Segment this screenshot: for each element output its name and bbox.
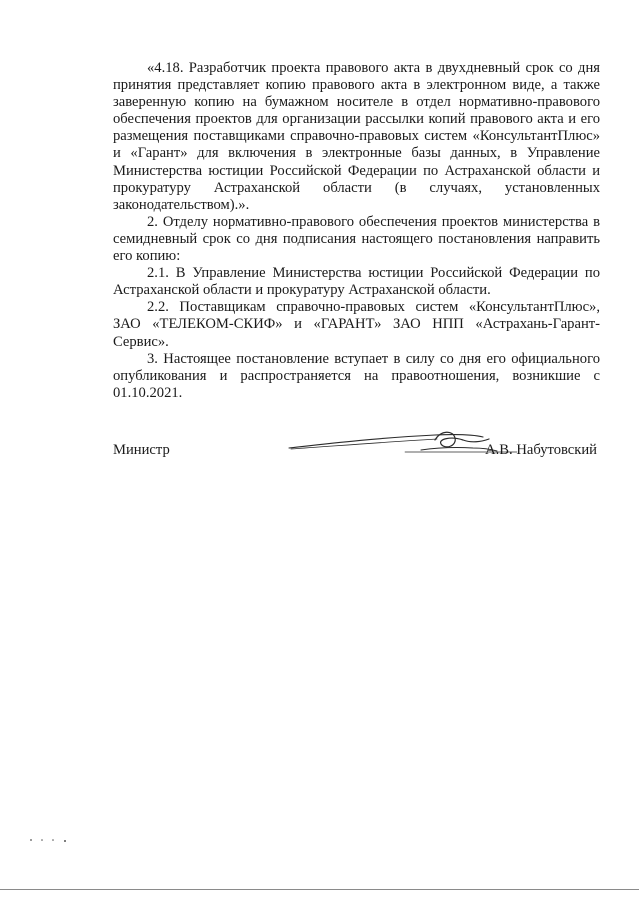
paragraph-3: 3. Настоящее постановление вступает в силу со дня его официального опубликования и распространяется на правоотношения, возникшие с 01.10.2021. [113, 350, 600, 401]
paragraph-2-2: 2.2. Поставщикам справочно-правовых систем «КонсультантПлюс», ЗАО «ТЕЛЕКОМ-СКИФ» и «ГАРАНТ» ЗАО НПП «Астрахань-Гарант-Сервис». [113, 299, 600, 350]
paragraph-2-1: 2.1. В Управление Министерства юстиции Российской Федерации по Астраханской области и прокуратуру Астраханской области. [113, 265, 600, 299]
document-body [113, 60, 600, 402]
scan-specks [28, 836, 78, 844]
bottom-edge-line [0, 889, 639, 890]
signature-block [113, 440, 600, 464]
signer-name: А.В. Набутовский [485, 442, 597, 458]
paragraph-4-18: «4.18. Разработчик проекта правового акта в двухдневный срок со дня принятия представляет копию правового акта в электронном виде, а также заверенную копию на бумажном носителе в отдел нормативно-правового обеспечения проектов для организации рассылки копий правового акта и его размещения поставщиками справочно-правовых систем «КонсультантПлюс» и «Гарант» для включения в электронные базы данных, в Управление Министерства юстиции Российской Федерации по Астраханской области и прокуратуру Астраханской области (в случаях, установленных законодательством).». [113, 60, 600, 213]
signer-title: Министр [113, 442, 170, 458]
paragraph-2: 2. Отделу нормативно-правового обеспечения проектов министерства в семидневный срок со дня подписания настоящего постановления направить его копию: [113, 213, 600, 265]
